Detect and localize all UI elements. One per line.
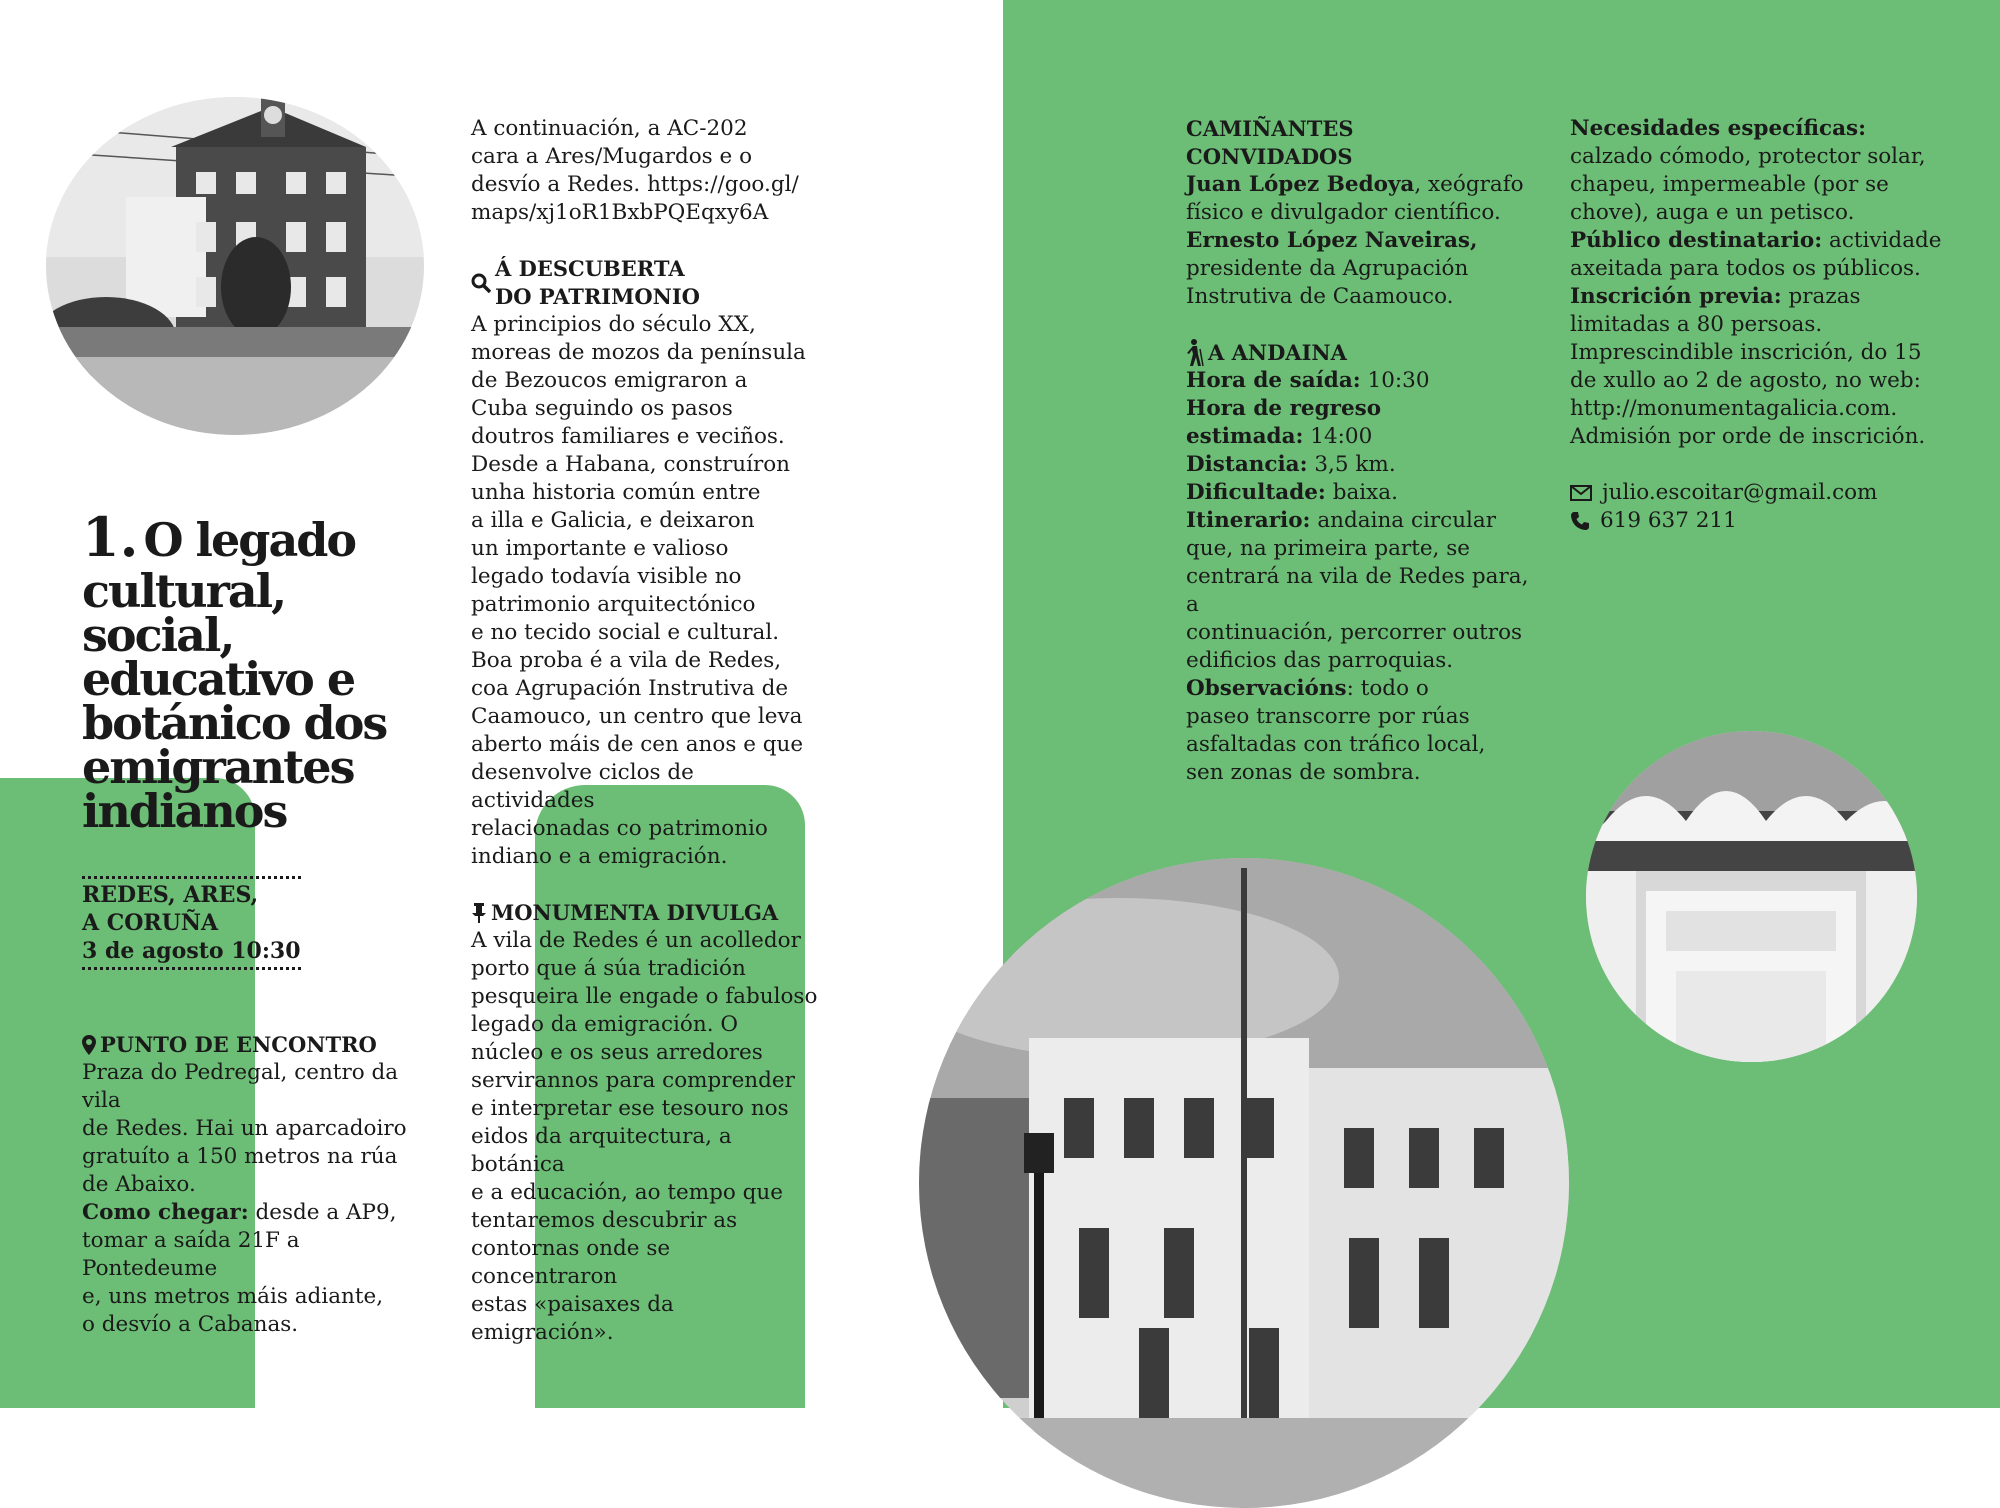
event-number: 1. [82,505,139,569]
walker-icon [1186,339,1204,367]
departure-value: 10:30 [1360,368,1430,393]
difficulty-value: baixa. [1325,480,1398,505]
contact-phone[interactable] [1570,507,1970,535]
event-location-date: REDES, ARES, A CORUÑA 3 de agosto 10:30 [82,876,301,970]
distance-label: Distancia: [1186,452,1308,477]
phone-icon [1570,511,1590,531]
guest-2-name: Ernesto López Naveiras, [1186,228,1478,253]
itinerary-value: andaina circular que, na primeira parte, se centrará na vila de Redes para, a continuación, percorrer outros edificios das parroquias. [1186,508,1529,673]
return-value: 14:00 [1303,424,1373,449]
registration-label: Inscrición previa: [1570,284,1782,309]
how-to-arrive [82,1199,412,1339]
discover-text: A principios do século XX, moreas de mozos da península de Bezoucos emigraron a Cuba seguindo os pasos doutros familiares e veciños. Desde a Habana, construíron unha historia común entre a illa e Galicia, e deixaron un importante e valioso legado todavía visible no patrimonio arquitectónico e no tecido social e cultural. Boa proba é a vila de Redes, coa Agrupación Instrutiva de Caamouco, un centro que leva aberto máis de cen anos e que desenvolve ciclos de actividades relacionadas co patrimonio indiano e a emigración. [471,312,806,869]
contact-email[interactable] [1570,479,1970,507]
departure-label: Hora de saída: [1186,368,1361,393]
divulga-text: A vila de Redes é un acolledor porto que á súa tradición pesqueira lle engade o fabuloso legado da emigración. O núcleo e os seus arredores servirannos para comprender e interpretar ese tesouro nos eidos da arquitectura, a botánica e a educación, ao tempo que tentaremos descubrir as contornas onde se concentraron estas «paisaxes da emigración». [471,928,818,1345]
walk-details [1186,367,1531,787]
meeting-point-text: Praza do Pedregal, centro da vila de Redes. Hai un aparcadoiro gratuíto a 150 metros na rúa de Abaixo. [82,1060,407,1197]
walk-heading: A ANDAINA [1186,339,1531,367]
discover-heading: Á DESCUBERTA DO PATRIMONIO [471,255,821,311]
meeting-point-heading: PUNTO DE ENCONTRO [82,1031,412,1059]
audience-label: Público destinatario: [1570,228,1823,253]
observations-value: : todo o paseo transcorre por rúas asfaltadas con tráfico local, sen zonas de sombra. [1186,676,1486,785]
needs-value: calzado cómodo, protector solar, chapeu, impermeable (por se chove), auga e un petisco. [1570,144,1926,225]
meeting-point-section [82,1031,412,1339]
guest-2-desc: presidente da Agrupación Instrutiva de Caamouco. [1186,256,1469,309]
guest-1-name: Juan López Bedoya [1186,172,1415,197]
search-icon [471,273,491,293]
directions-intro: A continuación, a AC-202 cara a Ares/Mugardos e o desvío a Redes. https://goo.gl/ maps/xj1oR1BxbPQEqxy6A [471,116,799,225]
return-label: Hora de regreso estimada: [1186,396,1382,449]
itinerary-label: Itinerario: [1186,508,1311,533]
how-to-arrive-text: desde a AP9, tomar a saída 21F a Pontedeume e, uns metros máis adiante, o desvío a Cabanas. [82,1200,397,1337]
column-2 [471,115,821,1347]
difficulty-label: Dificultade: [1186,480,1326,505]
photo-indiano-house [46,97,424,435]
audience [1570,227,1970,283]
envelope-icon [1570,485,1592,501]
observations-label: Observacións [1186,676,1347,701]
pushpin-icon [471,903,487,923]
distance-value: 3,5 km. [1307,452,1396,477]
column-4 [1570,115,1970,535]
needs [1570,115,1970,227]
guest-2 [1186,227,1531,311]
guests-heading: CAMIÑANTES CONVIDADOS [1186,116,1354,169]
phone-text[interactable]: 619 637 211 [1600,508,1737,533]
email-text[interactable]: julio.escoitar@gmail.com [1602,480,1878,505]
map-pin-icon [82,1035,96,1055]
registration-value: prazas limitadas a 80 persoas. Imprescindible inscrición, do 15 de xullo ao 2 de agosto, no web: http://monumentagalicia.com. Admisión por orde de inscrición. [1570,284,1926,449]
how-to-arrive-label: Como chegar: [82,1200,249,1225]
registration [1570,283,1970,451]
guest-1 [1186,171,1531,227]
guest-1-desc: , xeógrafo físico e divulgador científico. [1186,172,1524,225]
event-title-text: O legado cultural, social, educativo e botánico dos emigrantes indianos [82,513,387,838]
event-title [82,505,422,838]
needs-label: Necesidades específicas: [1570,116,1867,141]
photo-redes-street [919,858,1569,1508]
divulga-heading: MONUMENTA DIVULGA [471,899,821,927]
photo-facade-detail [1586,731,1917,1062]
audience-value: actividade axeitada para todos os públicos. [1570,228,1942,281]
column-3 [1186,115,1531,787]
